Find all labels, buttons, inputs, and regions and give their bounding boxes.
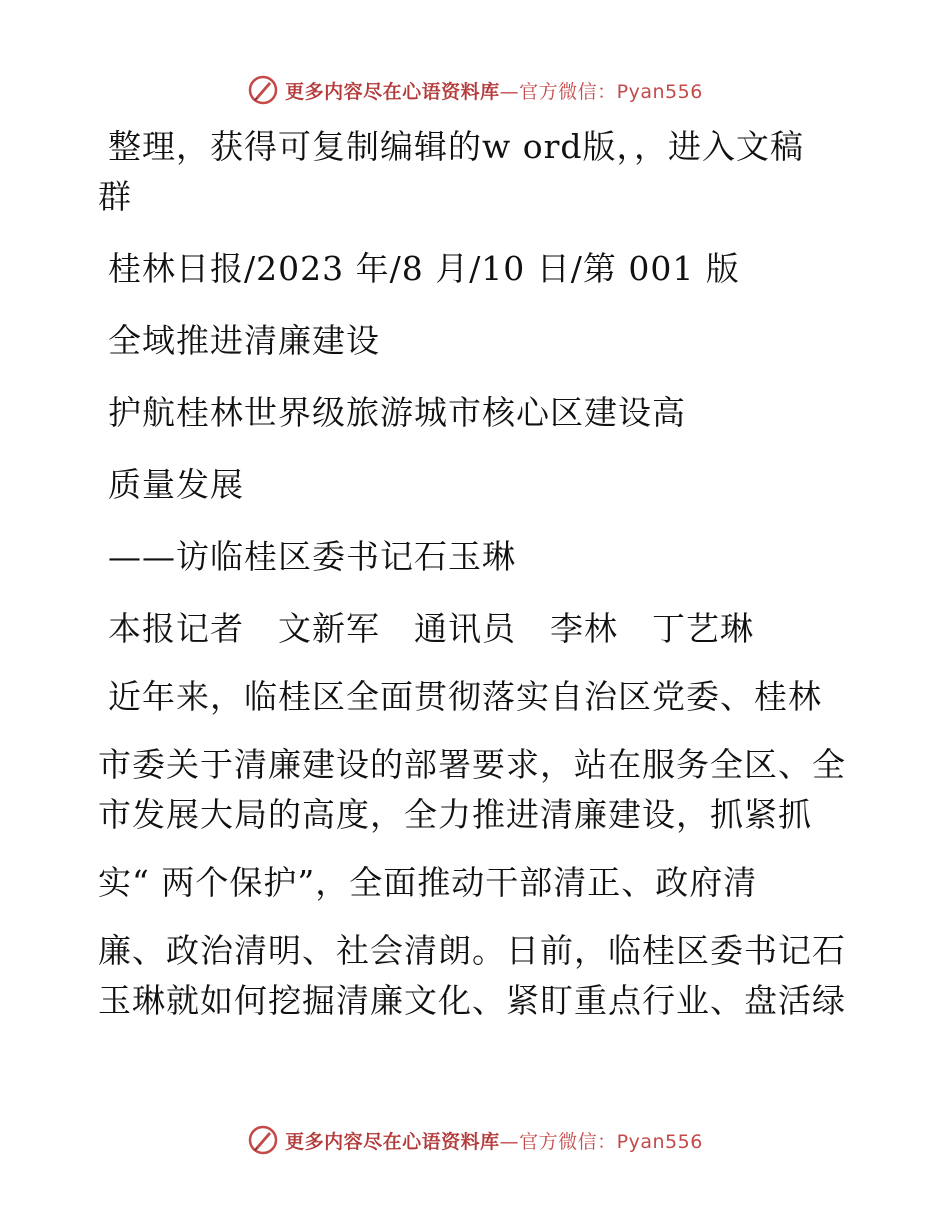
watermark-separator: — [499,80,520,103]
article-subtitle-line-1: 护航桂林世界级旅游城市核心区建设高 [108,393,686,432]
quill-logo-icon [247,74,279,106]
publication-info: 桂林日报/2023 年/8 月/10 日/第 001 版 [108,249,740,288]
watermark-separator: — [499,1130,520,1153]
paragraph-line-3: 市发展大局的高度，全力推进清廉建设，抓紧抓 [98,795,812,834]
paragraph-line-4: 实“ 两个保护”，全面推动干部清正、政府清 [98,863,758,902]
paragraph-line-6: 玉琳就如何挖掘清廉文化、紧盯重点行业、盘活绿 [98,981,846,1020]
intro-line-2: 群 [98,177,132,216]
byline: 本报记者 文新军 通讯员 李林 丁艺琳 [108,609,754,648]
watermark-text [285,1127,703,1154]
paragraph-line-2: 市委关于清廉建设的部署要求，站在服务全区、全 [98,745,846,784]
article-title: 全域推进清廉建设 [108,321,380,360]
watermark-site: 更多内容尽在心语资料库 [285,1130,500,1153]
footer-watermark [0,1120,950,1160]
interview-subject: ——访临桂区委书记石玉琳 [108,537,516,576]
intro-line-1: 整理，获得可复制编辑的w ord版，，进入文稿 [108,127,805,166]
paragraph-line-5: 廉、政治清明、社会清朗。日前，临桂区委书记石 [98,931,846,970]
article-subtitle-line-2: 质量发展 [108,465,244,504]
paragraph-line-1: 近年来，临桂区全面贯彻落实自治区党委、桂林 [108,677,822,716]
watermark-site: 更多内容尽在心语资料库 [285,80,500,103]
watermark-contact: 官方微信：Pyan556 [519,1130,703,1153]
document-body [98,122,858,1026]
header-watermark [0,70,950,110]
watermark-text [285,77,703,104]
watermark-contact: 官方微信：Pyan556 [519,80,703,103]
quill-logo-icon [247,1124,279,1156]
